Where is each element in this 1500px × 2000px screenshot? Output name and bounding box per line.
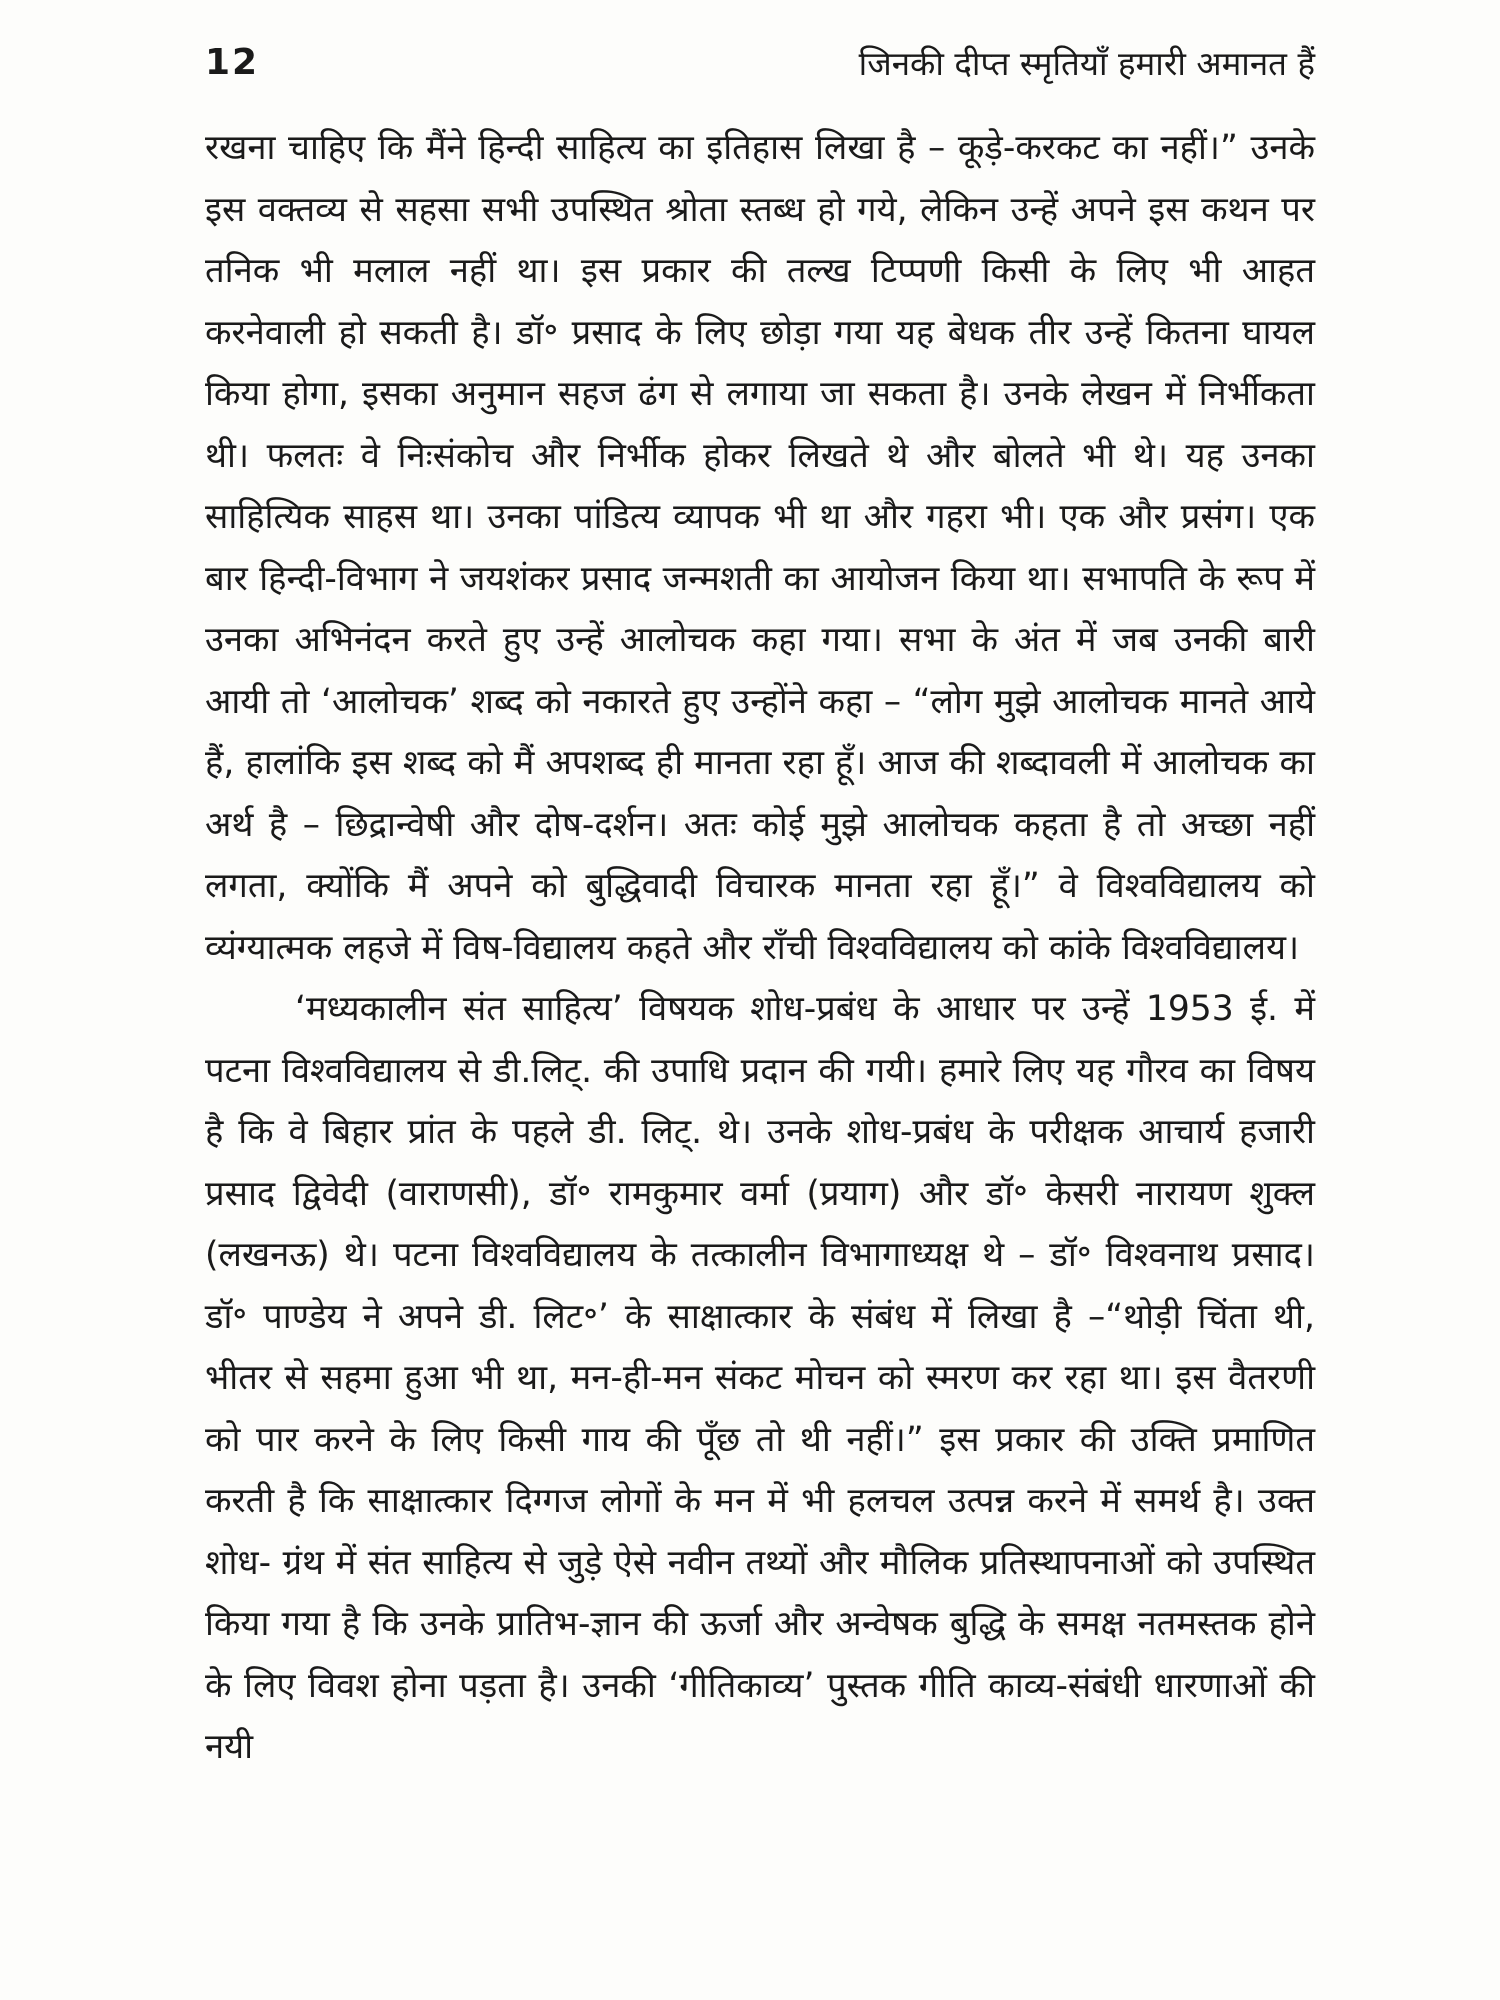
paragraph-dlitt: ‘मध्यकालीन संत साहित्य’ विषयक शोध-प्रबंध के आधार पर उन्हें 1953 ई. में पटना विश्वविद्यालय से डी.लिट्. की उपाधि प्रदान की गयी। हमारे लिए यह गौरव का विषय है कि वे बिहार प्रांत के पहले डी. लिट्. थे। उनके शोध-प्रबंध के परीक्षक आचार्य हजारी प्रसाद द्विवेदी (वाराणसी), डॉ॰ रामकुमार वर्मा (प्रयाग) और डॉ॰ केसरी नारायण शुक्ल (लखनऊ) थे। पटना विश्वविद्यालय के तत्कालीन विभागाध्यक्ष थे – डॉ॰ विश्वनाथ प्रसाद। डॉ॰ पाण्डेय ने अपने डी. लिट॰’ के साक्षात्कार के संबंध में लिखा है –“थोड़ी चिंता थी, भीतर से सहमा हुआ भी था, मन-ही-मन संकट मोचन को स्मरण कर रहा था। इस वैतरणी को पार करने के लिए किसी गाय की पूँछ तो थी नहीं।” इस प्रकार की उक्ति प्रमाणित करती है कि साक्षात्कार दिग्गज लोगों के मन में भी हलचल उत्पन्न करने में समर्थ है। उक्त शोध- ग्रंथ में संत साहित्य से जुड़े ऐसे नवीन तथ्यों और मौलिक प्रतिस्थापनाओं को उपस्थित किया गया है कि उनके प्रातिभ-ज्ञान की ऊर्जा और अन्वेषक बुद्धि के समक्ष नतमस्तक होने के लिए विवश होना पड़ता है। उनकी ‘गीतिकाव्य’ पुस्तक गीति काव्य-संबंधी धारणाओं की नयी: [205, 989, 1315, 1767]
page-number: 12: [205, 42, 260, 83]
running-title: जिनकी दीप्त स्मृतियाँ हमारी अमानत हैं: [858, 44, 1315, 83]
body-text: [205, 118, 1315, 1779]
paragraph-continued: रखना चाहिए कि मैंने हिन्दी साहित्य का इतिहास लिखा है – कूड़े-करकट का नहीं।” उनके इस वक्तव्य से सहसा सभी उपस्थित श्रोता स्तब्ध हो गये, लेकिन उन्हें अपने इस कथन पर तनिक भी मलाल नहीं था। इस प्रकार की तल्ख टिप्पणी किसी के लिए भी आहत करनेवाली हो सकती है। डॉ॰ प्रसाद के लिए छोड़ा गया यह बेधक तीर उन्हें कितना घायल किया होगा, इसका अनुमान सहज ढंग से लगाया जा सकता है। उनके लेखन में निर्भीकता थी। फलतः वे निःसंकोच और निर्भीक होकर लिखते थे और बोलते भी थे। यह उनका साहित्यिक साहस था। उनका पांडित्य व्यापक भी था और गहरा भी। एक और प्रसंग। एक बार हिन्दी-विभाग ने जयशंकर प्रसाद जन्मशती का आयोजन किया था। सभापति के रूप में उनका अभिनंदन करते हुए उन्हें आलोचक कहा गया। सभा के अंत में जब उनकी बारी आयी तो ‘आलोचक’ शब्द को नकारते हुए उन्होंने कहा – “लोग मुझे आलोचक मानते आये हैं, हालांकि इस शब्द को मैं अपशब्द ही मानता रहा हूँ। आज की शब्दावली में आलोचक का अर्थ है – छिद्रान्वेषी और दोष-दर्शन। अतः कोई मुझे आलोचक कहता है तो अच्छा नहीं लगता, क्योंकि मैं अपने को बुद्धिवादी विचारक मानता रहा हूँ।” वे विश्वविद्यालय को व्यंग्यात्मक लहजे में विष-विद्यालय कहते और राँची विश्वविद्यालय को कांके विश्वविद्यालय।: [205, 128, 1315, 968]
running-head: [205, 36, 1315, 96]
